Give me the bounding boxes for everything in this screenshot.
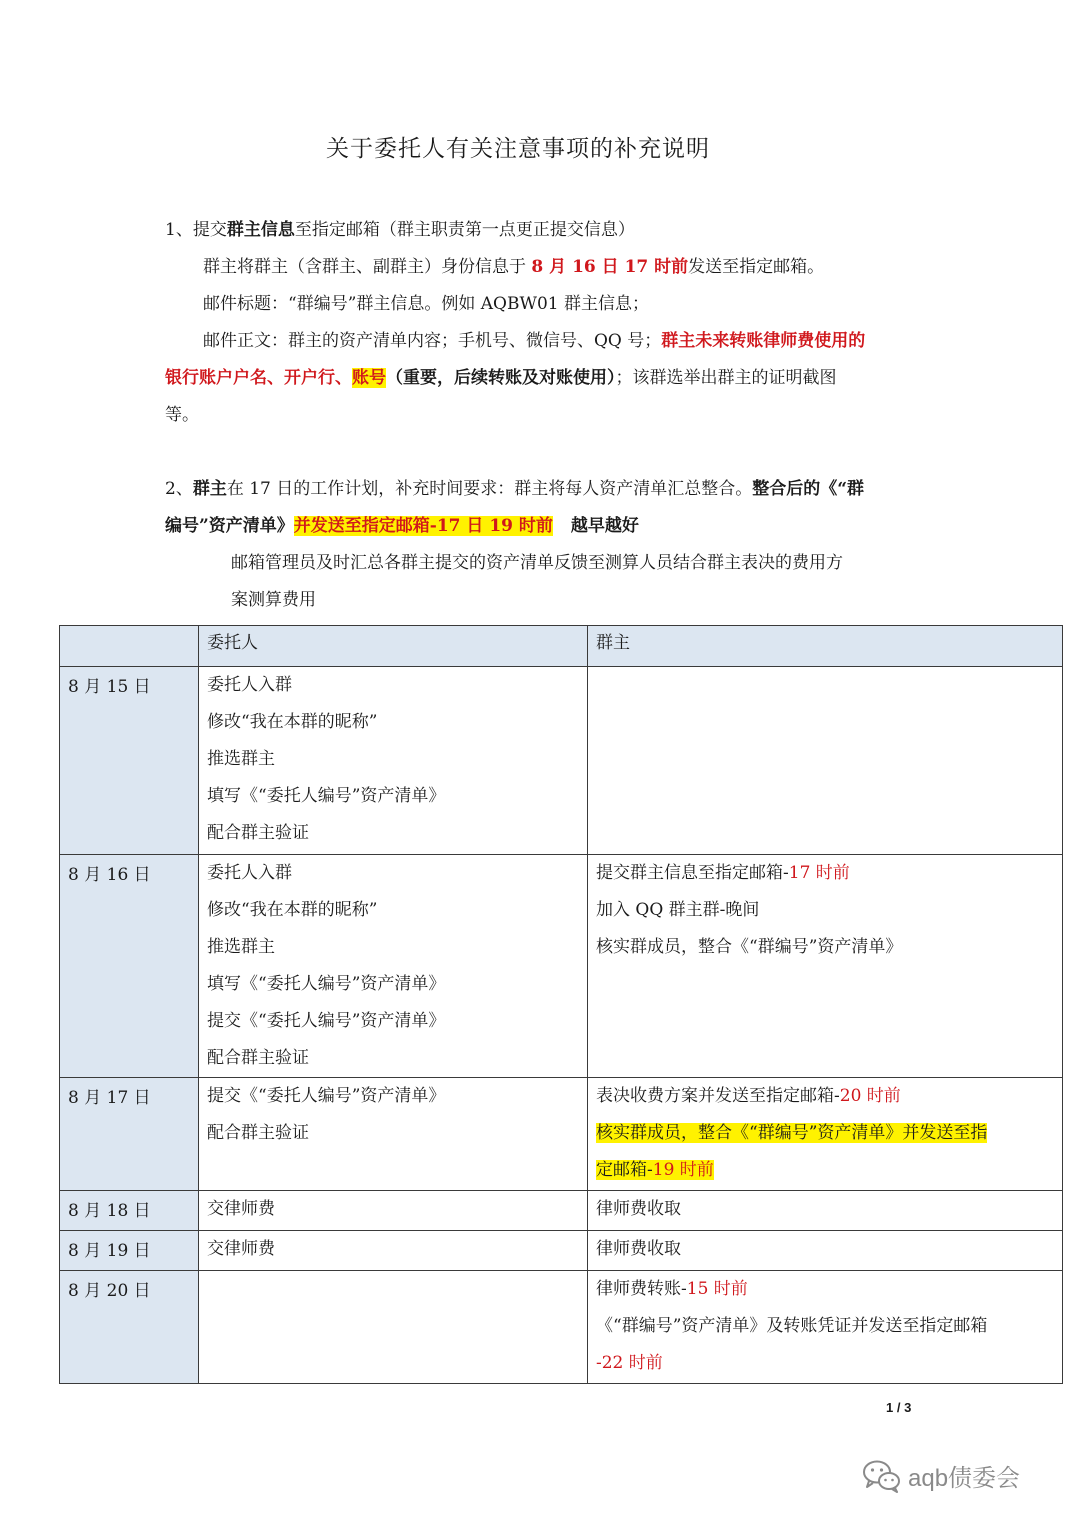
- owner-task: 律师费收取: [596, 1239, 681, 1259]
- client-task: 推选群主: [207, 749, 275, 769]
- owner-task: 核实群成员，整合《“群编号”资产清单》: [596, 937, 903, 957]
- client-task: 提交《“委托人编号”资产清单》: [207, 1011, 446, 1031]
- row-date-text: 8 月 16 日: [68, 865, 151, 885]
- table-row: [60, 1271, 1063, 1384]
- owner-task: -22 时前: [596, 1353, 663, 1373]
- section-1-line-3: 邮件正文：群主的资产清单内容；手机号、微信号、QQ 号；群主未来转账律师费使用的: [203, 331, 866, 351]
- row-date-text: 8 月 17 日: [68, 1088, 151, 1108]
- row-client-tasks: [199, 855, 588, 1078]
- table-body: [60, 667, 1063, 1384]
- client-task: 提交《“委托人编号”资产清单》: [207, 1086, 446, 1106]
- client-task: 委托人入群: [207, 675, 292, 695]
- owner-task: 《“群编号”资产清单》及转账凭证并发送至指定邮箱: [596, 1316, 988, 1336]
- header-date: [60, 626, 199, 667]
- owner-task: 核实群成员，整合《“群编号”资产清单》并发送至指: [596, 1123, 988, 1143]
- client-task: 配合群主验证: [207, 1048, 309, 1068]
- row-date: [60, 1231, 199, 1271]
- row-date-text: 8 月 18 日: [68, 1201, 151, 1221]
- section-2-line-2: 编号”资产清单》并发送至指定邮箱-17 日 19 时前 越早越好: [165, 516, 639, 536]
- row-date-text: 8 月 20 日: [68, 1281, 151, 1301]
- row-owner-tasks: [588, 1271, 1063, 1384]
- header-client: 委托人: [199, 626, 588, 667]
- row-date: [60, 667, 199, 855]
- section-1-line-2: 邮件标题：“群编号”群主信息。例如 AQBW01 群主信息；: [203, 294, 650, 314]
- row-date-text: 8 月 15 日: [68, 677, 151, 697]
- row-client-tasks: [199, 1191, 588, 1231]
- owner-task: 律师费收取: [596, 1199, 681, 1219]
- row-client-tasks: [199, 1078, 588, 1191]
- section-2-line-4: 案测算费用: [231, 590, 316, 610]
- client-task: 推选群主: [207, 937, 275, 957]
- schedule-table: [59, 625, 1063, 1384]
- table-header-row: [60, 626, 1063, 667]
- row-owner-tasks: [588, 855, 1063, 1078]
- watermark-text: aqb债委会: [908, 1465, 1021, 1492]
- table-row: [60, 1231, 1063, 1271]
- row-date: [60, 1191, 199, 1231]
- row-owner-tasks: [588, 1191, 1063, 1231]
- table-row: [60, 855, 1063, 1078]
- owner-task: 定邮箱-19 时前: [596, 1160, 714, 1180]
- row-client-tasks: [199, 667, 588, 855]
- owner-task: 加入 QQ 群主群-晚间: [596, 900, 760, 920]
- section-1-line-4: 银行账户户名、开户行、账号（重要，后续转账及对账使用）；该群选举出群主的证明截图: [165, 368, 837, 388]
- wechat-icon: [862, 1459, 902, 1493]
- row-date: [60, 855, 199, 1078]
- client-task: 修改“我在本群的昵称”: [207, 712, 378, 732]
- client-task: 修改“我在本群的昵称”: [207, 900, 378, 920]
- client-task: 填写《“委托人编号”资产清单》: [207, 786, 446, 806]
- watermark: [862, 1458, 1020, 1493]
- section-2-line-1: 2、群主在 17 日的工作计划，补充时间要求：群主将每人资产清单汇总整合。整合后的《“群: [165, 479, 865, 499]
- section-2-body: [231, 545, 843, 619]
- header-owner: 群主: [588, 626, 1063, 667]
- row-client-tasks: [199, 1271, 588, 1384]
- table-row: [60, 667, 1063, 855]
- page-number: 1 / 3: [886, 1400, 912, 1415]
- row-date: [60, 1078, 199, 1191]
- row-owner-tasks: [588, 1231, 1063, 1271]
- row-owner-tasks: [588, 667, 1063, 855]
- section-1-body-cont: [165, 360, 837, 434]
- section-1-body: [203, 249, 865, 360]
- owner-task: 提交群主信息至指定邮箱-17 时前: [596, 863, 850, 883]
- client-task: 填写《“委托人编号”资产清单》: [207, 974, 446, 994]
- client-task: 委托人入群: [207, 863, 292, 883]
- row-owner-tasks: [588, 1078, 1063, 1191]
- section-1: [165, 212, 635, 249]
- row-date-text: 8 月 19 日: [68, 1241, 151, 1261]
- table-row: [60, 1191, 1063, 1231]
- owner-task: 律师费转账-15 时前: [596, 1279, 748, 1299]
- row-date: [60, 1271, 199, 1384]
- client-task: 交律师费: [207, 1199, 275, 1219]
- row-client-tasks: [199, 1231, 588, 1271]
- section-2: [165, 471, 864, 545]
- client-task: 配合群主验证: [207, 1123, 309, 1143]
- table-row: [60, 1078, 1063, 1191]
- client-task: 配合群主验证: [207, 823, 309, 843]
- owner-task: 表决收费方案并发送至指定邮箱-20 时前: [596, 1086, 901, 1106]
- document-title: 关于委托人有关注意事项的补充说明: [326, 136, 710, 162]
- section-1-heading: 1、提交群主信息至指定邮箱（群主职责第一点更正提交信息）: [165, 220, 635, 240]
- client-task: 交律师费: [207, 1239, 275, 1259]
- section-1-line-5: 等。: [165, 405, 199, 425]
- section-1-line-1: 群主将群主（含群主、副群主）身份信息于 8 月 16 日 17 时前发送至指定邮箱。: [203, 257, 825, 277]
- section-2-line-3: 邮箱管理员及时汇总各群主提交的资产清单反馈至测算人员结合群主表决的费用方: [231, 553, 843, 573]
